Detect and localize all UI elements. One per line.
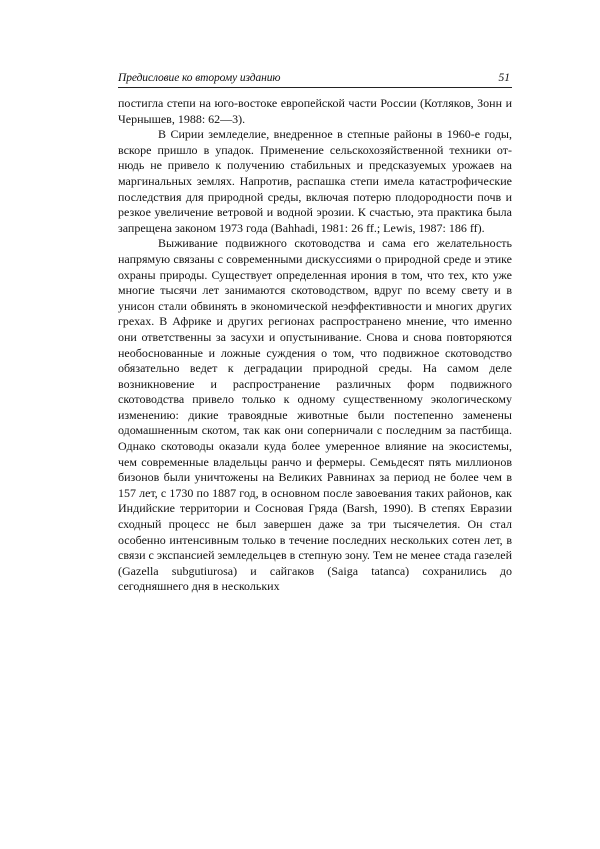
running-header (118, 71, 512, 87)
header-rule (118, 87, 512, 88)
running-title: Предисловие ко второму изданию (118, 72, 281, 84)
paragraph-syria: В Сирии земледелие, внедренное в степные районы в 1960-е годы, вскоре пришло в упадок. Применение сельскохозяйственной техники отнюдь не привело к получению стабильных и предсказуемых урожаев на маргинальных землях. Напротив, распашка степи имела катастрофические последствия для природной среды, включая потерю плодородности почв и резкое увеличение ветровой и водной эрозии. К счастью, эта практика была запрещена законом 1973 года (Bahhadi, 1981: 26 ff.; Lewis, 1987: 186 ff). (118, 127, 512, 235)
body-text (118, 96, 512, 595)
page-number: 51 (498, 72, 510, 84)
paragraph-pastoralism: Выживание подвижного скотоводства и сама его желательность напрямую связаны с современными дискуссиями о природной среде и этике охраны природы. Существует определенная ирония в том, что тех, кто уже многие тысячи лет занимаются скотоводством, вдруг по всему свету и в унисон стали обвинять в экономической неэффективности и многих других грехах. В Африке и других регионах распространено мнение, что именно они ответственны за засухи и опустынивание. Снова и снова повторяются необоснованные и ложные суждения о том, что подвижное скотоводство обязательно ведет к деградации природной среды. На самом деле возникновение и распространение различных форм подвижного скотоводства привело только к одному существенному экологическому изменению: дикие травоядные животные были постепенно заменены одомашненным скотом, так как они соперничали с последним за пастбища. Однако скотоводы оказали куда более умеренное влияние на экосистемы, чем современные владельцы ранчо и фермеры. Семьдесят пять миллионов бизонов были уничтожены на Великих Равнинах за период не более чем в 157 лет, с 1730 по 1887 год, в основном после завоевания таких районов, как Индийские территории и Сосновая Гряда (Barsh, 1990). В степях Евразии сходный процесс не был завершен даже за три тысячелетия. Он стал особенно интенсивным только в течение последних нескольких сотен лет, в связи с экспансией земледельцев в степную зону. Тем не менее стада газелей (Gazella subgutiurosa) и сайгаков (Saiga tatanca) сохранились до сегодняшнего дня в нескольких (118, 236, 512, 594)
paragraph-continuation: постигла степи на юго-востоке европейской части России (Котляков, Зонн и Чернышев, 1988: 62—3). (118, 96, 512, 126)
